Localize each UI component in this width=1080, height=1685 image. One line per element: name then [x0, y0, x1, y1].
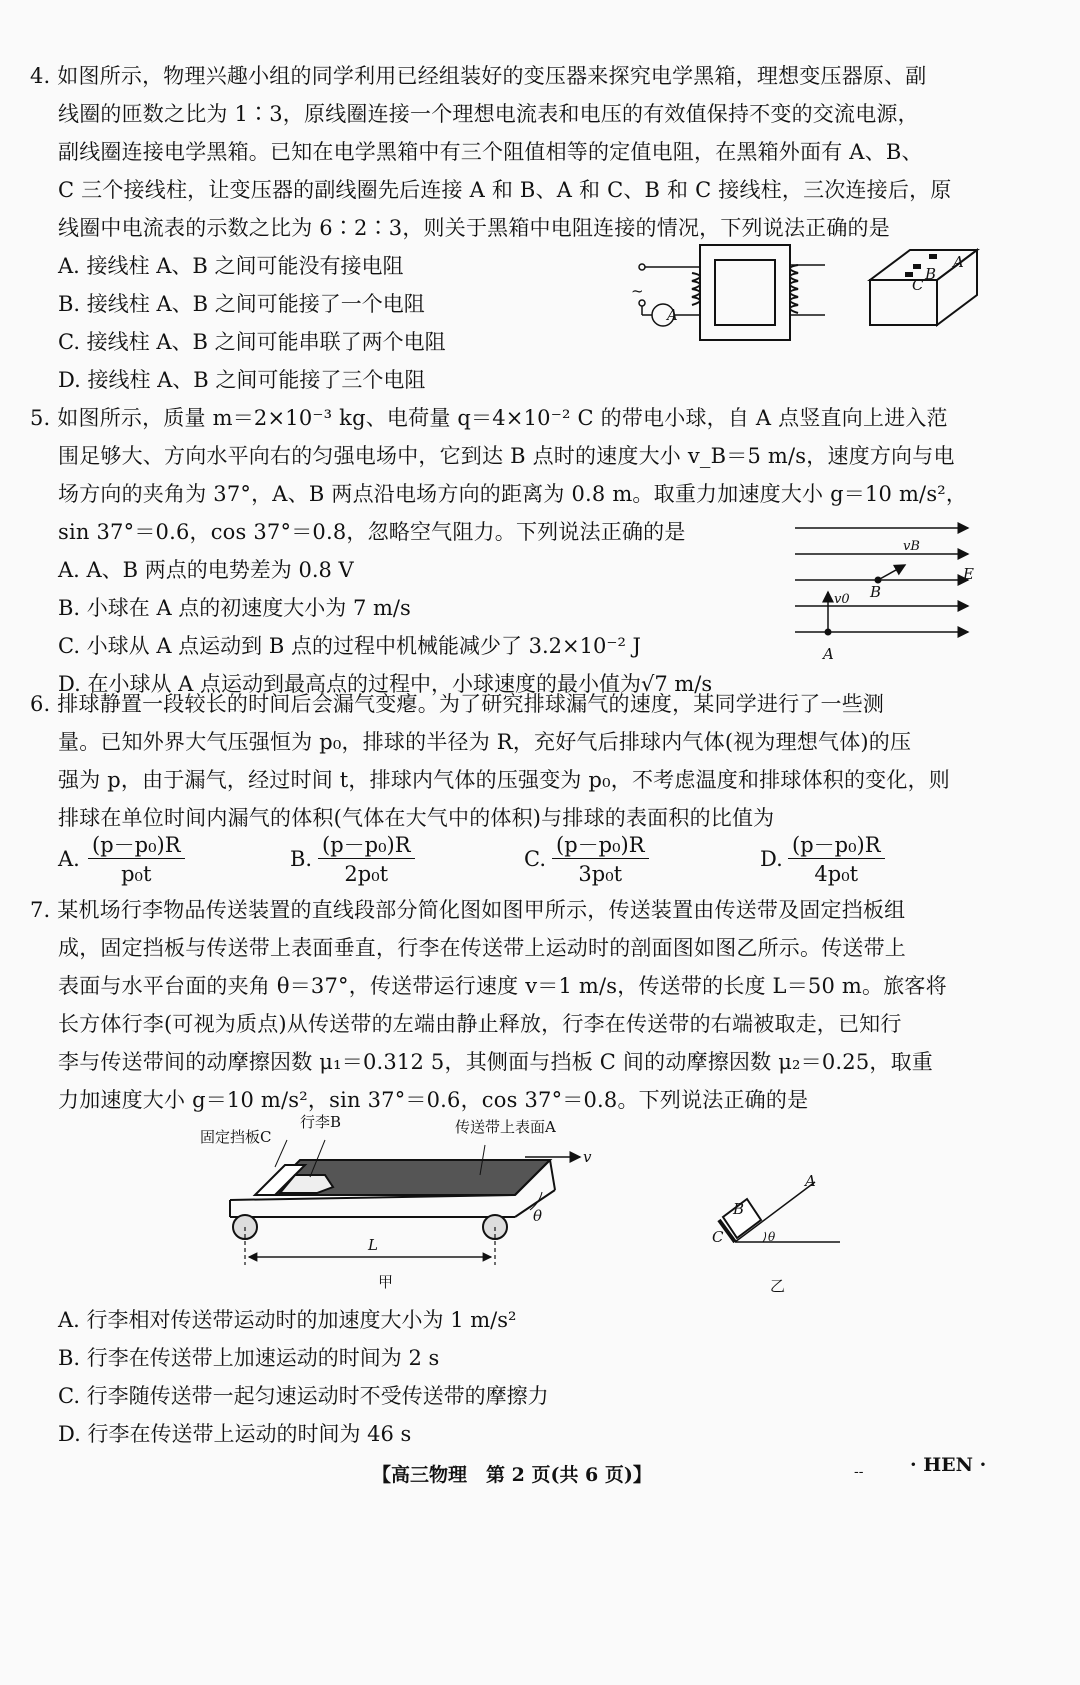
q6-option-a-numerator: (p－p₀)R — [88, 832, 185, 859]
ammeter-label: A — [667, 306, 678, 324]
q6-option-c-numerator: (p－p₀)R — [552, 832, 649, 859]
q5-option-d[interactable]: D. 在小球从 A 点运动到最高点的过程中，小球速度的最小值为√7 m/s — [58, 672, 713, 696]
point-a-label: A — [823, 645, 834, 663]
q6-option-c-label: C. — [524, 847, 546, 871]
q5-line: 场方向的夹角为 37°，A、B 两点沿电场方向的距离为 0.8 m。取重力加速度大小 g＝10 m/s²， — [58, 482, 968, 506]
q6-line: 量。已知外界大气压强恒为 p₀，排球的半径为 R，充好气后排球内气体(视为理想气体)的压 — [58, 730, 912, 754]
point-b-label: B — [870, 583, 882, 601]
q6-option-a-denominator: p₀t — [121, 862, 152, 886]
length-l-label: L — [368, 1236, 378, 1254]
footer-dash: -- — [854, 1464, 864, 1480]
ac-source-label: ~ — [631, 282, 644, 300]
q5-line: 5. 如图所示，质量 m＝2×10⁻³ kg、电荷量 q＝4×10⁻² C 的带电小球，自 A 点竖直向上进入范 — [30, 406, 948, 430]
q7-line: 力加速度大小 g＝10 m/s²，sin 37°＝0.6，cos 37°＝0.8。下列说法正确的是 — [58, 1088, 809, 1112]
q6-option-a-fraction — [88, 832, 185, 887]
q7-option-c[interactable]: C. 行李随传送带一起匀速运动时不受传送带的摩擦力 — [58, 1384, 549, 1408]
q6-line: 强为 p，由于漏气，经过时间 t，排球内气体的压强变为 p₀，不考虑温度和排球体积的变化，则 — [58, 768, 950, 792]
q4-option-c[interactable]: C. 接线柱 A、B 之间可能串联了两个电阻 — [58, 330, 446, 354]
q4-line: C 三个接线柱，让变压器的副线圈先后连接 A 和 B、A 和 C、B 和 C 接线柱，三次连接后，原 — [58, 178, 952, 202]
q7-line: 7. 某机场行李物品传送装置的直线段部分简化图如图甲所示，传送装置由传送带及固定挡板组 — [30, 898, 906, 922]
q6-option-b-label: B. — [290, 847, 313, 871]
page-footer: 【高三物理 第 2 页(共 6 页)】 — [372, 1464, 652, 1486]
q7-option-b[interactable]: B. 行李在传送带上加速运动的时间为 2 s — [58, 1346, 440, 1370]
q4-line: 线圈的匝数之比为 1∶3，原线圈连接一个理想电流表和电压的有效值保持不变的交流电源， — [58, 102, 919, 126]
q6-option-b-denominator: 2p₀t — [344, 862, 389, 886]
q4-line: 副线圈连接电学黑箱。已知在电学黑箱中有三个阻值相等的定值电阻，在黑箱外面有 A、B、 — [58, 140, 923, 164]
q4-option-d[interactable]: D. 接线柱 A、B 之间可能接了三个电阻 — [58, 368, 426, 392]
q5-option-c[interactable]: C. 小球从 A 点运动到 B 点的过程中机械能减少了 3.2×10⁻² J — [58, 634, 641, 658]
q6-option-c-fraction — [552, 832, 649, 887]
section-theta-label: θ — [768, 1230, 776, 1244]
q6-option-d-label: D. — [760, 847, 783, 871]
figure-yi-caption: 乙 — [770, 1277, 786, 1295]
angle-theta-label: θ — [533, 1207, 543, 1225]
q5-option-a[interactable]: A. A、B 两点的电势差为 0.8 V — [58, 558, 354, 582]
q7-line: 表面与水平台面的夹角 θ＝37°，传送带运行速度 v＝1 m/s，传送带的长度 L＝50 m。旅客将 — [58, 974, 947, 998]
terminal-a-label: A — [953, 253, 964, 271]
footer-code: · HEN · — [910, 1454, 987, 1476]
q7-line: 长方体行李(可视为质点)从传送带的左端由静止释放，行李在传送带的右端被取走，已知行 — [58, 1012, 902, 1036]
v0-label: v0 — [834, 592, 850, 607]
velocity-v-label: v — [583, 1148, 592, 1166]
q4-option-b[interactable]: B. 接线柱 A、B 之间可能接了一个电阻 — [58, 292, 425, 316]
q7-line: 成，固定挡板与传送带上表面垂直，行李在传送带上运动时的剖面图如图乙所示。传送带上 — [58, 936, 906, 960]
transformer-figure — [630, 235, 830, 350]
electric-field-figure — [790, 520, 980, 670]
figure-jia-caption: 甲 — [378, 1273, 394, 1291]
section-c-label: C — [712, 1228, 724, 1246]
q6-option-d-numerator: (p－p₀)R — [788, 832, 885, 859]
q7-option-a[interactable]: A. 行李相对传送带运动时的加速度大小为 1 m/s² — [58, 1308, 517, 1332]
q6-option-b-fraction — [318, 832, 415, 887]
section-a-label: A — [805, 1172, 816, 1190]
conveyor-figure-jia — [225, 1135, 625, 1270]
vb-label: vB — [903, 539, 920, 554]
belt-surface-a-label: 传送带上表面A — [455, 1118, 556, 1136]
q7-line: 李与传送带间的动摩擦因数 μ₁＝0.312 5，其侧面与挡板 C 间的动摩擦因数 μ₂＝0.25，取重 — [58, 1050, 934, 1074]
q5-line: 围足够大、方向水平向右的匀强电场中，它到达 B 点时的速度大小 v_B＝5 m/s，速度方向与电 — [58, 444, 955, 468]
plate-c-label: 固定挡板C — [200, 1128, 272, 1146]
q6-option-a-label: A. — [58, 847, 80, 871]
q6-option-d-denominator: 4p₀t — [814, 862, 859, 886]
q6-option-d-fraction — [788, 832, 885, 887]
terminal-b-label: B — [925, 265, 937, 283]
q5-option-b[interactable]: B. 小球在 A 点的初速度大小为 7 m/s — [58, 596, 411, 620]
q6-line: 6. 排球静置一段较长的时间后会漏气变瘪。为了研究排球漏气的速度，某同学进行了一些测 — [30, 692, 885, 716]
q6-option-b-numerator: (p－p₀)R — [318, 832, 415, 859]
q6-line: 排球在单位时间内漏气的体积(气体在大气中的体积)与排球的表面积的比值为 — [58, 806, 775, 830]
q6-option-c-denominator: 3p₀t — [578, 862, 623, 886]
q7-option-d[interactable]: D. 行李在传送带上运动的时间为 46 s — [58, 1422, 412, 1446]
section-b-label: B — [733, 1200, 745, 1218]
q4-option-a[interactable]: A. 接线柱 A、B 之间可能没有接电阻 — [58, 254, 404, 278]
q4-line: 线圈中电流表的示数之比为 6∶2∶3，则关于黑箱中电阻连接的情况，下列说法正确的是 — [58, 216, 890, 240]
terminal-c-label: C — [912, 276, 924, 294]
field-e-label: E — [963, 565, 974, 583]
q4-line: 4. 如图所示，物理兴趣小组的同学利用已经组装好的变压器来探究电学黑箱，理想变压器原、副 — [30, 64, 927, 88]
q5-line: sin 37°＝0.6，cos 37°＝0.8，忽略空气阻力。下列说法正确的是 — [58, 520, 686, 544]
luggage-b-label: 行李B — [300, 1113, 342, 1131]
black-box-figure — [865, 245, 985, 330]
